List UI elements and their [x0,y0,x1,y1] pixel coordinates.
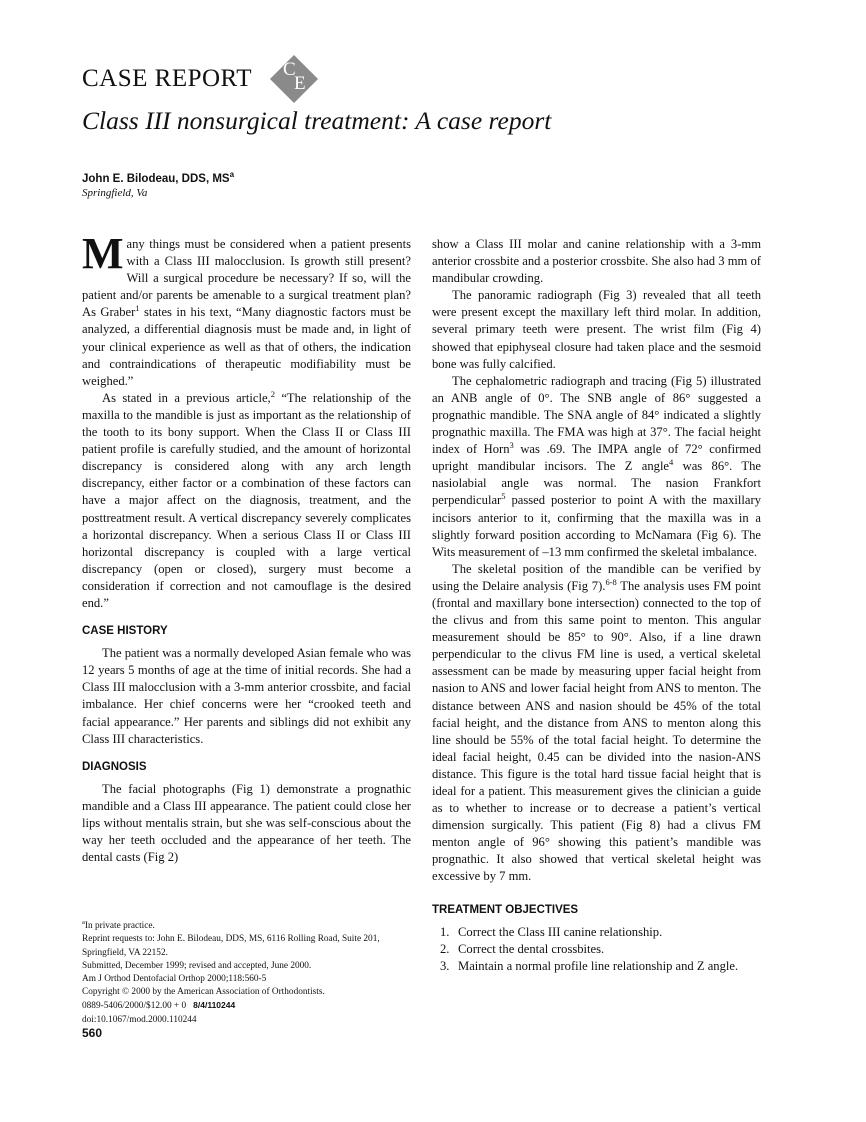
page-number: 560 [82,1026,103,1040]
right-column [432,236,761,975]
citation-ref: 5 [501,491,506,502]
footnote-copyright: Copyright © 2000 by the American Association of Orthodontists. [82,987,325,998]
footnote-reprint: Reprint requests to: John E. Bilodeau, DDS, MS, 6116 Rolling Road, Suite 201, Springfield, VA 22152. [82,934,380,958]
treatment-objectives-list [432,924,761,975]
intro-paragraph-1: Many things must be considered when a patient presents with a Class III malocclusion. Is growth still present? Will a surgical procedure be necessary? If so, will the patient and/or parents be amenable to a surgical treatment plan? As Graber$^1$ states in his text, “Many diagnostic factors must be analyzed, a differential diagnosis must be made and, in light of your clinical experience as well as that of others, the indication and contraindications of therapeutic modifiability must be weighed.” [82,229,411,388]
diagnosis-paragraph: The facial photographs (Fig 1) demonstrate a prognathic mandible and a Class III appearance. The patient could close her lips without mentalis strain, but she was self-conscious about the way her teeth occluded and the appearance of her teeth. The dental casts (Fig 2) [82,781,411,865]
footnote-practice: $^a$In private practice. [82,919,155,932]
ce-letter-e: E [294,73,306,94]
citation-ref: 6-8 [605,576,617,587]
citation-ref: 3 [509,439,514,450]
citation-ref: 2 [270,388,275,399]
footnote-issn: 0889-5406/2000/$12.00 + 0 8/4/110244 [82,1000,236,1012]
intro-paragraph-2: As stated in a previous article,$^2$ “The relationship of the maxilla to the mandible is just as important as the relationship of the tooth to its bony support. When the Class II or Class III patient profile is carefully studied, and the amount of horizontal discrepancy is considered along with any arch length discrepancy, either factor or a combination of these factors can have a major affect on the diagnosis, treatment, and the posttreatment result. A vertical discrepancy severely complicates a horizontal discrepancy. When a serious Class II or Class III horizontal discrepancy is coupled with a large vertical discrepancy (open or closed), surgery must become a consideration if correction and not camouflage is the desired end.” [82,388,411,610]
diagnosis-heading: DIAGNOSIS [82,760,147,773]
ce-letter-c: C [283,59,296,80]
case-history-paragraph: The patient was a normally developed Asian female who was 12 years 5 months of age at the time of initial records. She had a Class III malocclusion with a 3-mm anterior crossbite, and facial imbalance. Her chief concerns were her “crooked teeth and facial appearance.” Her parents and siblings did not exhibit any Class III characteristics. [82,646,411,746]
footnotes [82,916,417,1027]
body-paragraph-3: The cephalometric radiograph and tracing (Fig 5) illustrated an ANB angle of 0°. The SNB angle of 86° suggested a prognathic mandible. The SNA angle of 84° indicated a slightly prognathic maxilla. The FMA was high at 37°. The facial height index of Horn$^3$ was .69. The IMPA angle of 72° confirmed upright mandibular incisors. The Z angle$^4$ was 86°. The nasiolabial angle was normal. The nasion Frankfort perpendicular$^5$ passed posterior to point A with the maxillary incisors anterior to it, confirming that the maxilla was in a slightly forward position according to McNamara (Fig 6). The Wits measurement of –13 mm confirmed the skeletal imbalance. [432,373,761,559]
author-name [82,170,234,185]
section-label: CASE REPORT [82,65,253,92]
body-paragraph-1: show a Class III molar and canine relationship with a 3-mm anterior crossbite and a posterior crossbite. She also had 3 mm of mandibular crowding. [432,237,761,286]
body-paragraph-4: The skeletal position of the mandible can be verified by using the Delaire analysis (Fig 7).$^{6-8}$ The analysis uses FM point (frontal and maxillary bone intersection) connected to the top of the clivus and from this same point to menton. This angular measurement should be 85° to 90°. Also, if a line drawn perpendicular to the clivus FM line is used, a vertical skeletal assessment can be made by measuring upper facial height from nasion to ANS and lower facial height from ANS to menton. The distance between ANS and nasion should be 45% of the total facial height, and the distance from ANS to menton along this line should be 55% of the total facial height. To determine the ideal facial height, 0.45 can be divided into the nasion-ANS distance. This figure is the total hard tissue facial height that is ideal for a patient. This measurement gives the clinician a guide as to whether to increase or to decrease a patient’s vertical dimension surgically. This patient (Fig 8) had a clivus FM menton angle of 96° showing this patient’s mandible was prognathic. It also showed that vertical skeletal height was excessive by 7 mm. [432,561,762,884]
drop-cap: M [82,229,124,278]
footnote-submitted: Submitted, December 1999; revised and accepted, June 2000. [82,960,312,971]
article-title: Class III nonsurgical treatment: A case report [82,106,552,135]
footnote-doi: doi:10.1067/mod.2000.110244 [82,1014,197,1025]
body-paragraph-2: The panoramic radiograph (Fig 3) revealed that all teeth were present except the maxillary left third molar. In addition, several primary teeth were present. The wrist film (Fig 4) showed that epiphyseal closure had taken place and the sesmoid bone was fully calcified. [432,288,761,371]
author-footnote-marker: a [229,170,235,179]
ce-diamond-icon [270,55,318,103]
citation-ref: 1 [135,303,140,314]
page-header [82,55,318,103]
author-name-text: John E. Bilodeau, DDS, MS [82,172,230,185]
citation-ref: 4 [669,457,674,468]
left-column [82,229,411,866]
list-item: 3. Maintain a normal profile line relationship and Z angle. [440,958,739,973]
author-affiliation: Springfield, Va [82,187,148,199]
list-item: 1. Correct the Class III canine relationship. [440,924,663,939]
case-history-heading: CASE HISTORY [82,625,168,638]
treatment-objectives-heading: TREATMENT OBJECTIVES [432,903,579,916]
list-item: 2. Correct the dental crossbites. [440,941,605,956]
footnote-citation: Am J Orthod Dentofacial Orthop 2000;118:560-5 [82,973,267,984]
